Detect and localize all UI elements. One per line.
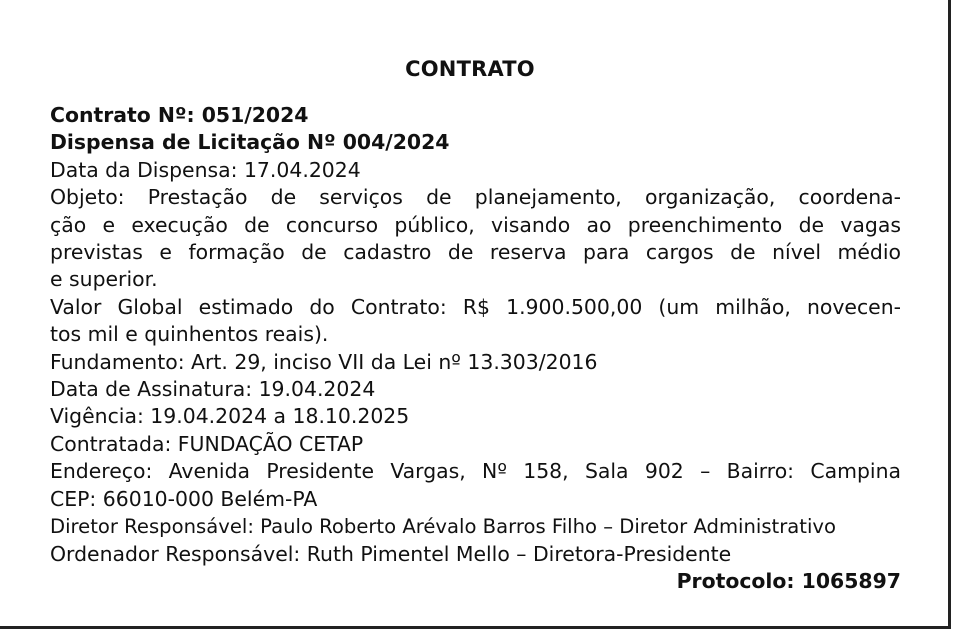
vigencia: Vigência: 19.04.2024 a 18.10.2025 xyxy=(50,404,410,429)
objeto-line-1: Objeto: Prestação de serviços de planejamento, organização, coordena- xyxy=(50,185,901,210)
fundamento: Fundamento: Art. 29, inciso VII da Lei nº 13.303/2016 xyxy=(50,349,598,374)
valor-line-2: tos mil e quinhentos reais). xyxy=(50,322,329,347)
objeto-line-3: previstas e formação de cadastro de reserva para cargos de nível médio xyxy=(50,240,901,265)
endereco-line-2: CEP: 66010-000 Belém-PA xyxy=(50,486,318,511)
protocolo: Protocolo: 1065897 xyxy=(676,568,901,593)
contract-body xyxy=(50,102,901,595)
data-assinatura: Data de Assinatura: 19.04.2024 xyxy=(50,377,376,402)
data-dispensa: Data da Dispensa: 17.04.2024 xyxy=(50,157,361,182)
contratada: Contratada: FUNDAÇÃO CETAP xyxy=(50,431,364,456)
diretor-responsavel: Diretor Responsável: Paulo Roberto Arévalo Barros Filho – Diretor Administrativo xyxy=(50,515,836,539)
valor-line-1: Valor Global estimado do Contrato: R$ 1.900.500,00 (um milhão, novecen- xyxy=(50,294,901,319)
ordenador-responsavel: Ordenador Responsável: Ruth Pimentel Mello – Diretora-Presidente xyxy=(50,541,732,566)
objeto-line-4: e superior. xyxy=(50,267,158,292)
objeto-line-2: ção e execução de concurso público, visando ao preenchimento de vagas xyxy=(50,212,901,237)
contract-number: Contrato Nº: 051/2024 xyxy=(50,103,309,127)
document-title: CONTRATO xyxy=(405,57,535,81)
endereco-line-1: Endereço: Avenida Presidente Vargas, Nº 158, Sala 902 – Bairro: Campina xyxy=(50,459,901,484)
dispensa-licitacao: Dispensa de Licitação Nº 004/2024 xyxy=(50,130,450,155)
